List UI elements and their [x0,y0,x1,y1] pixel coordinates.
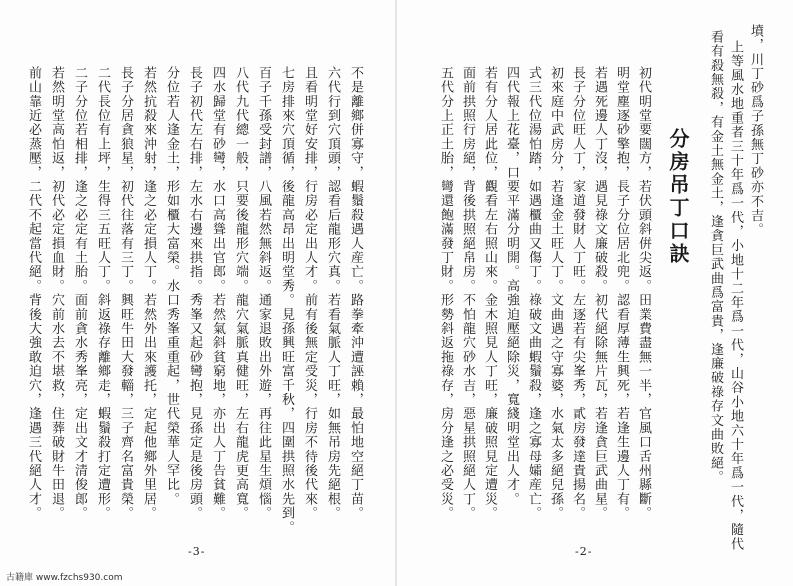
page-number: -2- [575,545,593,558]
text-column: 四代報上花臺，口要平滿分明開。高強迫壓絕除災，寬綫明堂出人才。 [504,66,519,507]
page-number: -3- [188,545,206,558]
text-column: 若有分人居此位，觀看左右照山來。金木照見人丁旺，廉破照見定遭災。 [482,66,497,521]
text-column: 若然抗殺來沖射，逢之必定損人丁。若然外出來護托，定起他鄉外里居。 [141,66,156,521]
text-column: 前山靠近必蒸壓，二代不起當代絕。背後大強敢迫穴，逢遇三代絕人才。 [26,66,41,521]
text-column: 若然明堂高怕返，初代必定損血財。穴前水去不堪救，住葬破財牛田退。 [49,66,64,521]
text-column: 八代九代總一般，只要後龍形穴端。龍穴氣脈真健旺，左右龍虎更高寬。 [233,66,248,521]
left-page [0,0,396,586]
section-heading: 分房吊丁口訣 [666,128,690,266]
text-column: 四水歸堂有砂彎，水口高聳出官郎。若然氣斜貧窮地，亦出人丁告貧難。 [210,66,225,521]
text-column: 二子分位若相排，逢之必定有土胎。面前貪水秀峯亮，定出文才清俊郎。 [72,66,87,521]
text-column: 五代分上正土胎，彎還飽滿發丁財。形勢斜返拖祿存，房分逢之必受災。 [438,66,453,521]
source-watermark: 古籍庫 www.fzchs930.com [6,573,123,583]
text-column: 明堂塵逐砂擎抱，長子分位居北兜。認看厚薄生興死，若逢生邊人丁有。 [614,66,629,521]
text-column: 不是離鄉併寡守，蝦鬚殺遇人産亡。路拳牽沖遭誣賴，最怕地空絕丁苗。 [348,66,363,521]
text-column: 若遇死邊人丁沒，遇見祿文廉破殺。初代絕除無片瓦，若逢貪巨武曲星。 [592,66,607,521]
text-column: 百子千孫受封譜，八風若然無斜返。通家退敗出外遊，再往此星生煩惱。 [256,66,271,521]
text-column: 長子分位旺人丁，家道發財人丁旺。左逐若有尖峯秀，貳房發達貴揚名。 [570,66,585,521]
intro-column: 看有殺無殺，有金土無金土，逢貪巨武曲爲富貴，逢廉破祿存文曲敗絕。 [708,30,723,485]
text-column: 且看明堂好安排，行房必定出人才。前有後無定受災，行房不待後代來。 [302,66,317,521]
text-column: 二代長位有上坪，生得三五旺人丁。斜返祿存離鄉走，蝦鬚殺打定遭形。 [95,66,110,521]
text-column: 長子初代左右排，左水右邊來拱指。秀峯又起砂彎抱，見孫定是後房頭。 [187,66,202,521]
text-column: 初來庭中武房分，若逢金土旺人丁。文曲遇之守寡婆，水氣太多絕兒孫。 [548,66,563,521]
text-column: 分位若人逢金土，形如櫃大富榮。水口秀峯重重起，世代榮華人罕比。 [164,66,179,507]
text-column: 面前拱照行房絕，背後拱照絕帛房。不怕龍穴砂水吉，惡星拱照絕人丁。 [460,66,475,521]
text-column: 六代行到穴頂頭，認看后龍形穴真。若看氣脈人丁旺，如無吊房先絕根。 [325,66,340,521]
right-page [397,0,793,586]
text-column: 長子分居貪狼星，初代往落有三丁。興旺牛田大發輜，三子齊名富貴榮。 [118,66,133,521]
intro-column: 墳，川丁砂爲子孫無丁砂亦不吉。 [748,24,763,237]
text-column: 七房排來穴頂循，後龍高昂出明堂秀。見孫興旺富千秋，四圍拱照水先到。 [279,66,294,535]
text-column: 式三代位湯怕踏，如遇櫃曲又傷丁。祿破文曲蝦鬚殺，逢之寡母孀産亡。 [526,66,541,521]
text-column: 初代明堂要闊方，若伏頭斜倂尖返。田業費盡無一半，官風口舌州縣斷。 [636,66,651,521]
intro-column: 上等風水地重者三十年爲一代，小地十二年爲一代，山谷小地六十年爲一代，隨代 [728,40,743,552]
